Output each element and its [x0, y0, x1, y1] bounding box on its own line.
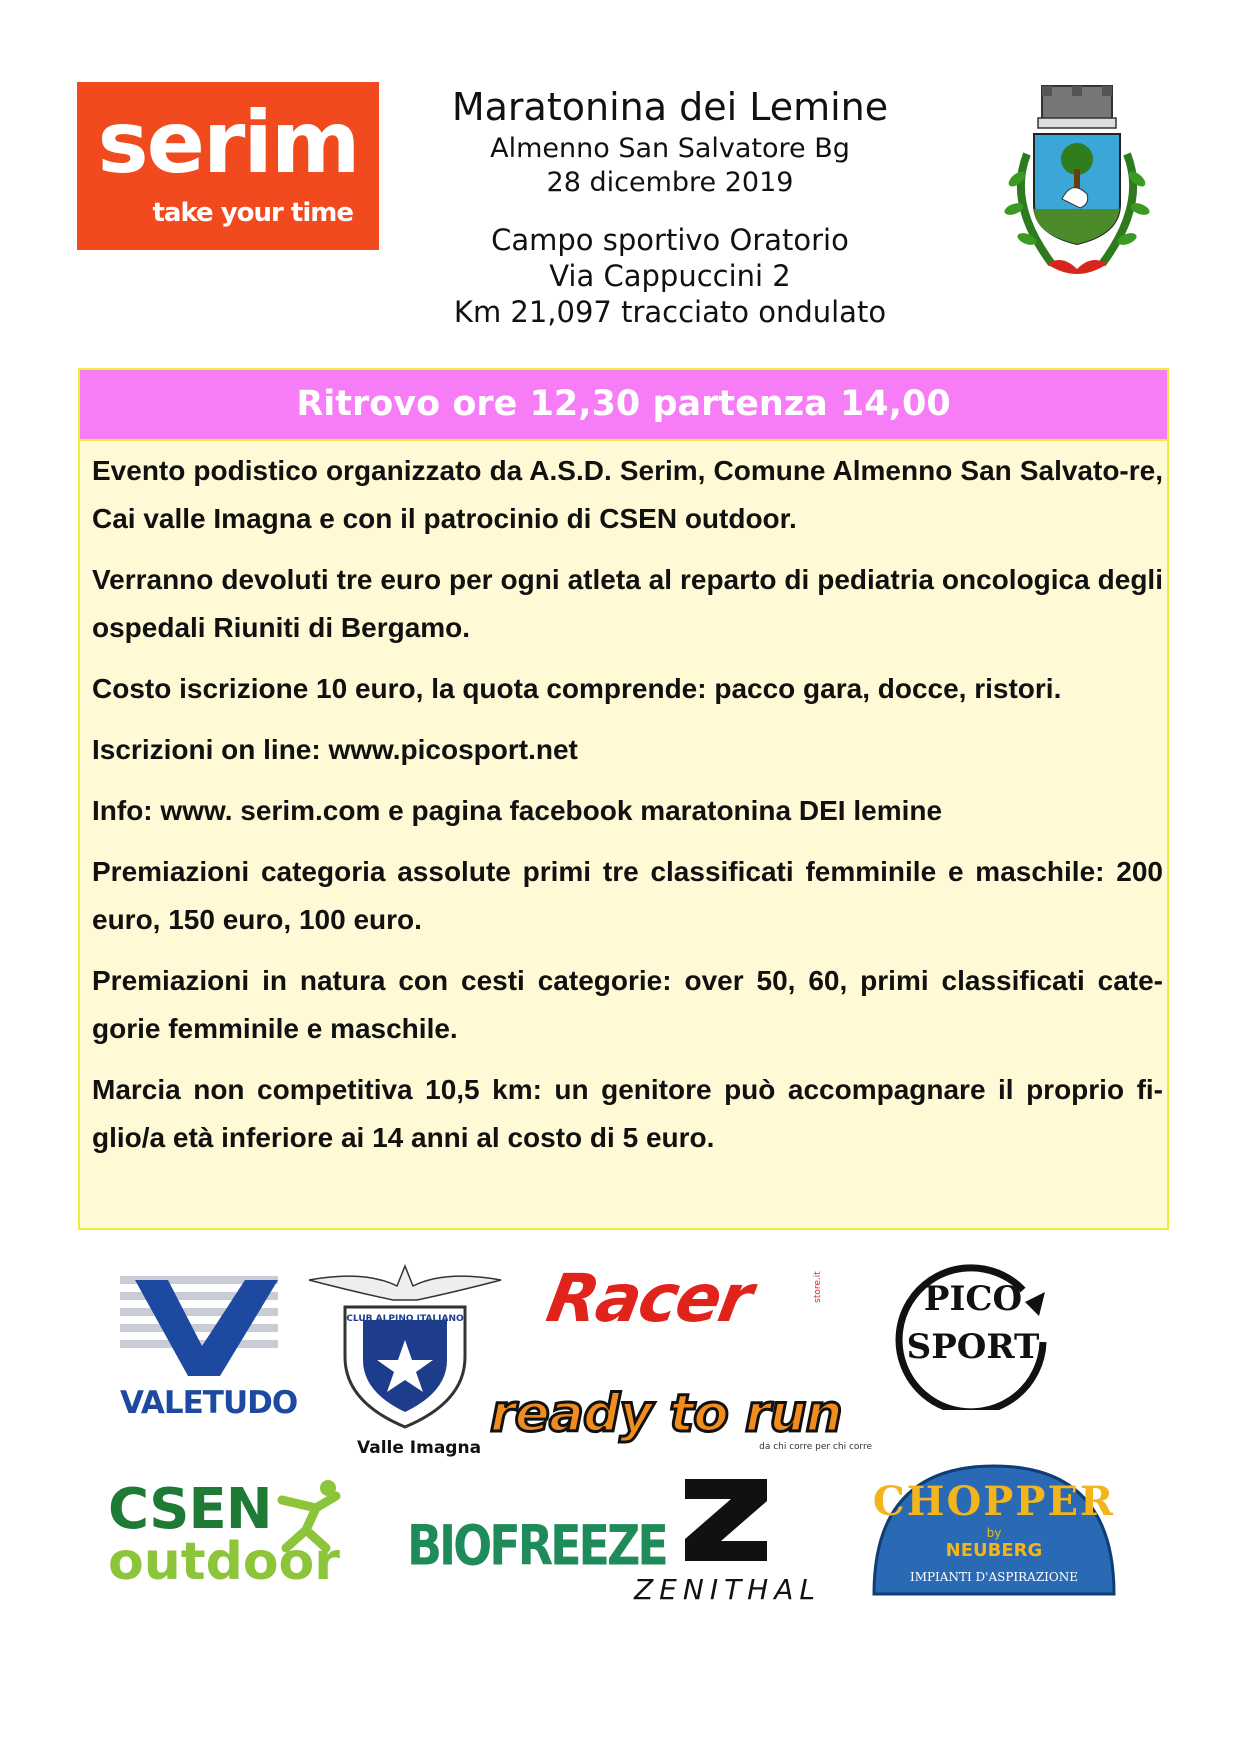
ready-to-run-tagline: da chi corre per chi corre [759, 1442, 872, 1452]
paragraph-info: Info: www. serim.com e pagina facebook maratonina DEI lemine [92, 795, 943, 826]
sponsor-biofreeze [407, 1513, 666, 1583]
paragraph-cost: Costo iscrizione 10 euro, la quota comprende: pacco gara, docce, ristori. [92, 673, 1062, 704]
chopper-brand: NEUBERG [945, 1540, 1043, 1561]
paragraph-charity: Verranno devoluti tre euro per ogni atleta al reparto di pediatria oncologica degli ospedali Riuniti di Bergamo. [92, 564, 1163, 643]
zenithal-name: ZENITHAL [634, 1573, 821, 1606]
paragraph-registration: Iscrizioni on line: www.picosport.net [92, 734, 578, 765]
ready-to-run-name: ready to run [490, 1384, 842, 1444]
serim-logo [77, 82, 379, 250]
racer-sub: store.it [812, 1271, 823, 1303]
chopper-by: by [986, 1526, 1002, 1540]
sponsor-pico-sport [893, 1250, 1063, 1410]
valetudo-mark-icon [120, 1268, 290, 1378]
sponsor-valetudo [120, 1268, 298, 1421]
cai-eagle-shield-icon [305, 1262, 505, 1437]
serim-logo-tagline: take your time [152, 198, 353, 228]
event-date: 28 dicembre 2019 [546, 167, 794, 198]
sponsor-chopper [868, 1460, 1120, 1600]
valetudo-name: VALETUDO [120, 1385, 298, 1421]
event-venue: Campo sportivo Oratorio [491, 223, 849, 257]
chopper-sub: IMPIANTI D'ASPIRAZIONE [909, 1570, 1079, 1584]
municipal-crest-icon [992, 84, 1162, 284]
paragraph-walk: Marcia non competitiva 10,5 km: un genitore può accompagnare il proprio fi-glio/a età inferiore ai 14 anni al costo di 5 euro. [92, 1074, 1163, 1153]
paragraph-prizes-categories: Premiazioni in natura con cesti categorie: over 50, 60, primi classificati cate-gorie femminile e maschile. [92, 965, 1163, 1044]
csen-runner-icon [276, 1478, 346, 1558]
event-location: Almenno San Salvatore Bg [490, 133, 850, 164]
paragraph-prizes-absolute: Premiazioni categoria assolute primi tre classificati femminile e maschile: 200 euro, 150 euro, 100 euro. [92, 856, 1163, 935]
sponsor-cai [305, 1262, 505, 1462]
cai-caption: Valle Imagna [357, 1438, 482, 1458]
pico-sport-line2: SPORT [906, 1327, 1040, 1367]
event-header [380, 82, 960, 330]
cai-ring-text: CLUB ALPINO ITALIANO [346, 1314, 464, 1324]
event-distance: Km 21,097 tracciato ondulato [453, 295, 887, 329]
zenithal-z-mark-icon [681, 1475, 771, 1565]
event-details-box [78, 439, 1169, 1230]
pico-sport-line1: PICO [923, 1279, 1023, 1319]
sponsor-zenithal [605, 1475, 850, 1605]
serim-logo-brand: serim [97, 93, 359, 193]
meeting-time-banner: Ritrovo ore 12,30 partenza 14,00 [78, 368, 1169, 439]
paragraph-organizers: Evento podistico organizzato da A.S.D. Serim, Comune Almenno San Salvato-re, Cai valle Imagna e con il patrocinio di CSEN outdoor. [92, 455, 1163, 534]
biofreeze-name: BIOFREEZE [407, 1513, 666, 1578]
event-title: Maratonina dei Lemine [451, 85, 889, 129]
sponsor-ready-to-run [490, 1384, 880, 1458]
sponsor-racer [540, 1260, 830, 1346]
csen-outdoor: outdoor [108, 1532, 340, 1592]
csen-name: CSEN [108, 1477, 272, 1542]
racer-name: Racer [541, 1260, 757, 1337]
sponsor-csen-outdoor [108, 1477, 348, 1602]
event-address: Via Cappuccini 2 [549, 259, 791, 293]
chopper-name: CHOPPER [872, 1478, 1116, 1525]
